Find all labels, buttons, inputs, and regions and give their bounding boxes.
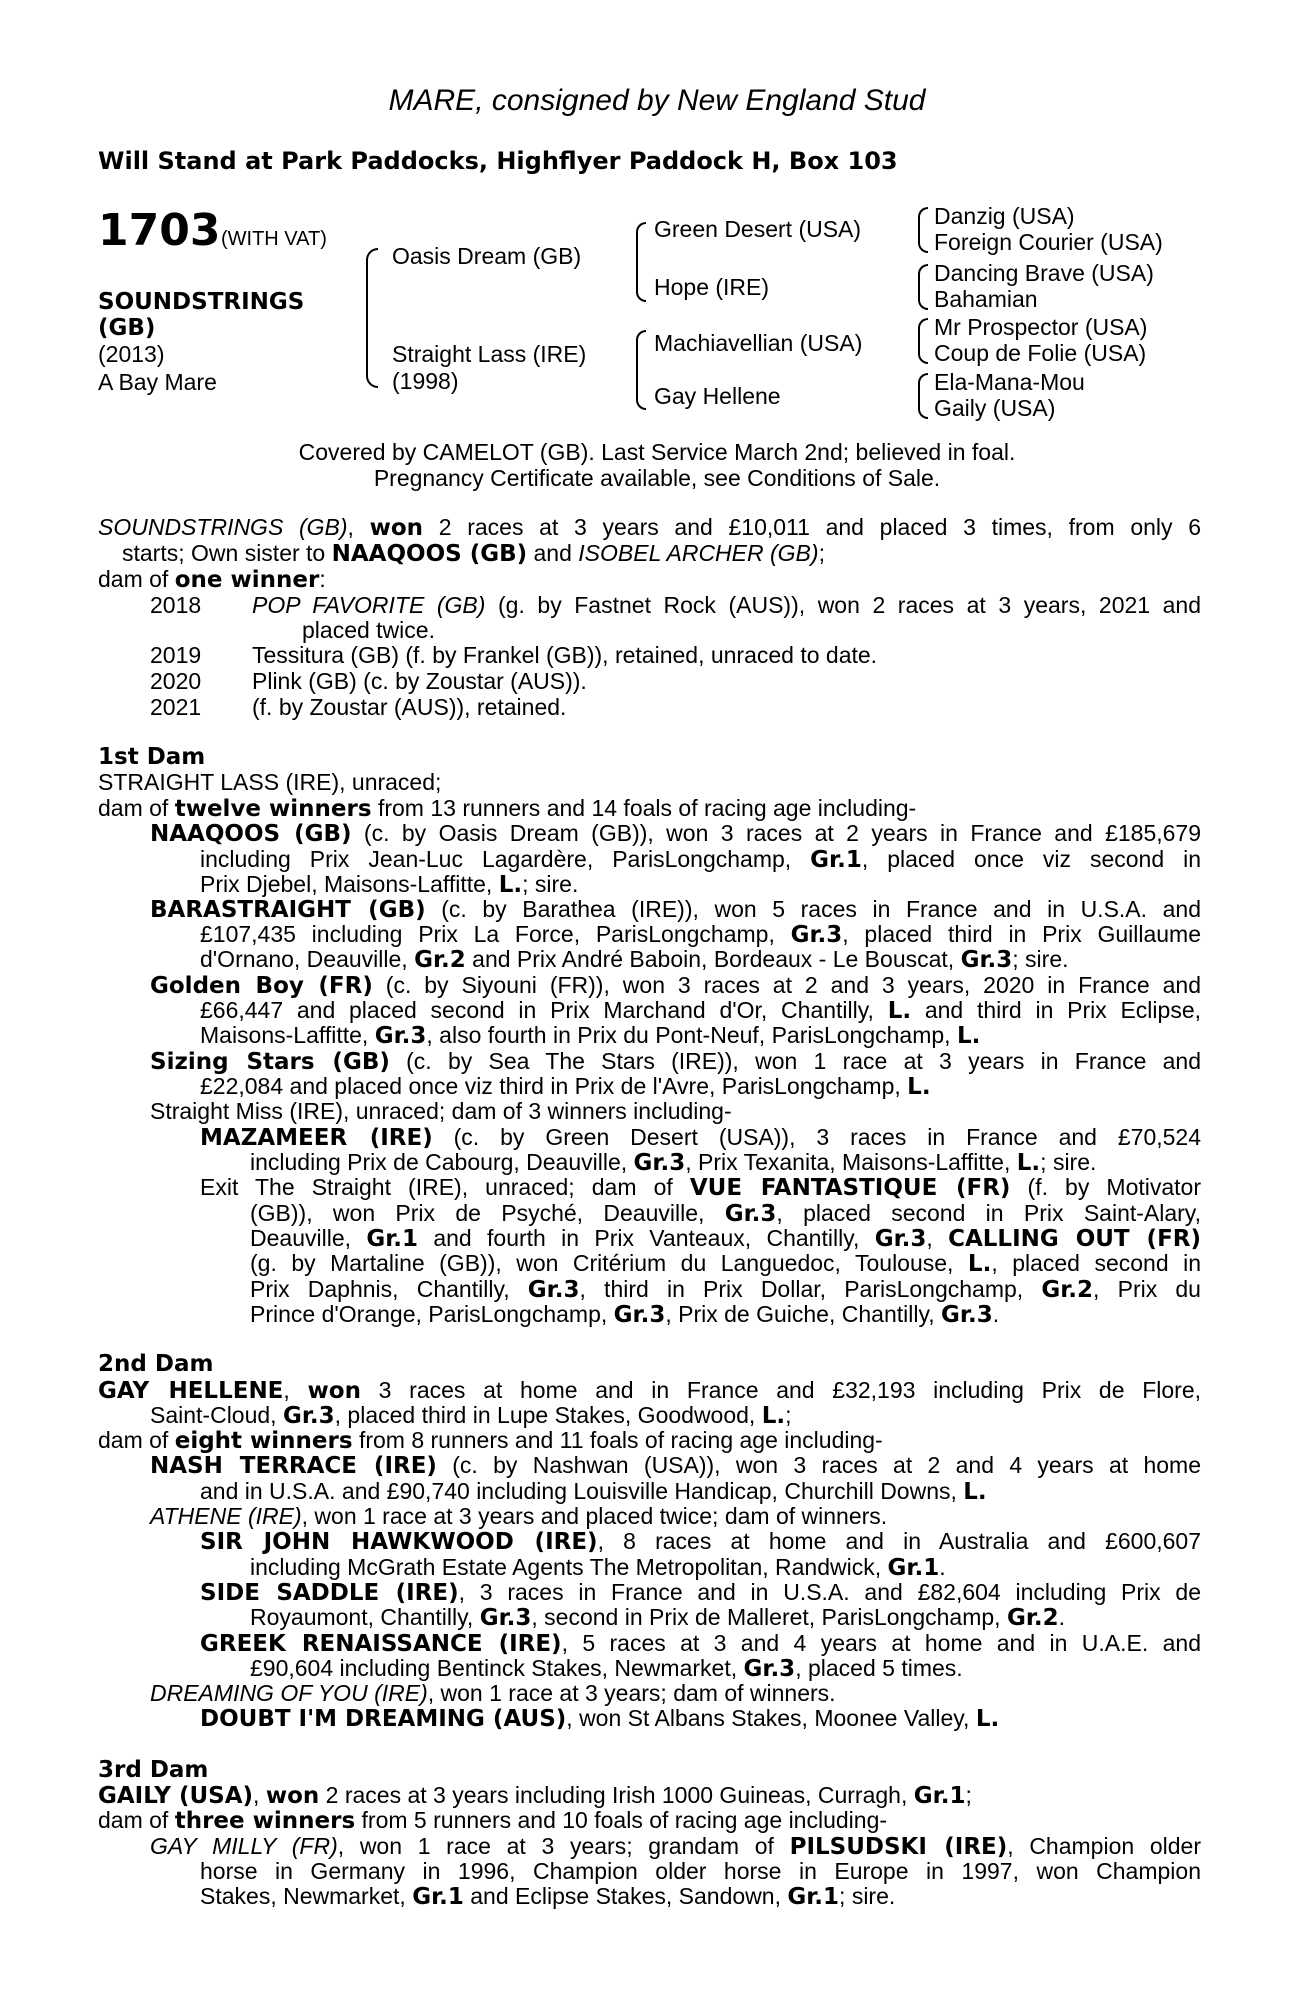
t: , Prix de Guiche, Chantilly, bbox=[665, 1301, 942, 1327]
t: , Prix Texanita, Maisons-Laffitte, bbox=[685, 1149, 1017, 1175]
t: including McGrath Estate Agents The Metropolitan, Randwick, bbox=[250, 1554, 888, 1580]
grade: L. bbox=[956, 1023, 981, 1049]
t: , bbox=[253, 1782, 266, 1808]
gaily-name: GAILY (USA) bbox=[98, 1783, 254, 1809]
t: and fourth in Prix Vanteaux, Chantilly, bbox=[418, 1225, 875, 1251]
progeny-text-2018: (g. by Fastnet Rock (AUS)), won 2 races at 3 years, 2021 and bbox=[485, 592, 1201, 618]
exit-straight-line-1 bbox=[200, 1174, 1201, 1201]
straight-miss-line: Straight Miss (IRE), unraced; dam of 3 winners including- bbox=[150, 1098, 732, 1124]
horse-description: A Bay Mare bbox=[98, 369, 217, 395]
grade: Gr.3 bbox=[282, 1403, 335, 1429]
eight-winners: eight winners bbox=[174, 1428, 353, 1454]
t: , 3 races in France and in U.S.A. and £82,604 including Prix de bbox=[458, 1579, 1201, 1605]
calling-line-3 bbox=[250, 1301, 999, 1328]
calling-out-name: CALLING OUT (FR) bbox=[948, 1226, 1201, 1252]
pedigree-bracket-sire bbox=[636, 222, 646, 302]
pedigree-sss: Danzig (USA) bbox=[934, 203, 1075, 229]
t: £22,084 and placed once viz third in Prix de l'Avre, ParisLongchamp, bbox=[200, 1073, 908, 1099]
third-dam-heading: 3rd Dam bbox=[98, 1757, 209, 1783]
gay-hellene-line-3 bbox=[98, 1427, 883, 1454]
sizing-stars-line-2 bbox=[200, 1073, 931, 1100]
pedigree-sdd: Bahamian bbox=[934, 286, 1038, 312]
mare-text-2: starts; Own sister to bbox=[122, 540, 332, 566]
first-dam-heading: 1st Dam bbox=[98, 744, 206, 770]
grade: Gr.2 bbox=[1041, 1277, 1094, 1303]
t: ; sire. bbox=[522, 871, 579, 897]
dreaming-name: DREAMING OF YOU (IRE) bbox=[150, 1680, 428, 1706]
t: , won 1 race at 3 years; dam of winners. bbox=[427, 1680, 836, 1706]
t: , Prix du bbox=[1093, 1276, 1201, 1302]
pedigree-bracket-g2 bbox=[918, 264, 928, 310]
horse-year: (2013) bbox=[98, 341, 165, 367]
grade: Gr.1 bbox=[787, 1884, 840, 1910]
mare-colon: : bbox=[319, 566, 326, 592]
grade: Gr.1 bbox=[887, 1555, 940, 1581]
pedigree-bracket-dam bbox=[636, 330, 646, 410]
barastraight-line-2 bbox=[200, 921, 1201, 948]
grade: Gr.2 bbox=[414, 947, 466, 973]
grade: L. bbox=[963, 1479, 987, 1505]
dreaming-line bbox=[150, 1680, 836, 1706]
t: (g. by Martaline (GB)), won Critérium du Languedoc, Toulouse, bbox=[250, 1250, 968, 1276]
grade: Gr.3 bbox=[479, 1605, 532, 1631]
grade: Gr.3 bbox=[790, 922, 843, 948]
calling-line-1 bbox=[250, 1250, 1201, 1277]
gay-milly-line-2: horse in Germany in 1996, Champion older horse in Europe in 1997, won Champion bbox=[200, 1858, 1201, 1884]
t: Saint-Cloud, bbox=[150, 1402, 283, 1428]
grade: Gr.3 bbox=[941, 1302, 993, 1328]
grade: Gr.3 bbox=[527, 1277, 580, 1303]
naaqoos-name: NAAQOOS (GB) bbox=[150, 821, 352, 847]
gay-milly-line-1 bbox=[150, 1833, 1201, 1860]
doubt-line bbox=[200, 1705, 999, 1732]
vue-fantastique-name: VUE FANTASTIQUE (FR) bbox=[689, 1175, 1011, 1201]
progeny-2020: Plink (GB) (c. by Zoustar (AUS)). bbox=[252, 668, 587, 694]
first-dam-line-2 bbox=[98, 795, 916, 822]
mare-and: and bbox=[527, 540, 579, 566]
pedigree-dam-dam: Gay Hellene bbox=[654, 383, 781, 409]
t: Prix Daphnis, Chantilly, bbox=[250, 1276, 528, 1302]
t: ; sire. bbox=[839, 1883, 896, 1909]
t: . bbox=[1058, 1604, 1066, 1630]
t: ; sire. bbox=[1040, 1149, 1097, 1175]
stand-location: Will Stand at Park Paddocks, Highflyer Paddock H, Box 103 bbox=[98, 147, 898, 175]
vue-line-1 bbox=[250, 1200, 1201, 1227]
barastraight-name: BARASTRAIGHT (GB) bbox=[150, 897, 426, 923]
mare-sister-1: NAAQOOS (GB) bbox=[331, 541, 528, 567]
t: (c. by Barathea (IRE)), won 5 races in France and in U.S.A. and bbox=[425, 896, 1201, 922]
t: Exit The Straight (IRE), unraced; dam of bbox=[200, 1174, 690, 1200]
t: , placed second in bbox=[991, 1250, 1201, 1276]
t: Prix Djebel, Maisons-Laffitte, bbox=[200, 871, 499, 897]
t: and third in Prix Eclipse, bbox=[911, 997, 1201, 1023]
page-title: MARE, consigned by New England Stud bbox=[388, 84, 926, 117]
pilsudski-name: PILSUDSKI (IRE) bbox=[789, 1834, 1008, 1860]
t: Prince d'Orange, ParisLongchamp, bbox=[250, 1301, 614, 1327]
t: , 5 races at 3 and 4 years at home and in U.A.E. and bbox=[561, 1630, 1201, 1656]
t: £66,447 and placed second in Prix Marchand d'Or, Chantilly, bbox=[200, 997, 888, 1023]
pedigree-ssd: Foreign Courier (USA) bbox=[934, 229, 1163, 255]
mare-record-line-2 bbox=[122, 540, 825, 567]
t: , placed once viz second in bbox=[861, 846, 1201, 872]
pedigree-dss: Mr Prospector (USA) bbox=[934, 314, 1148, 340]
grade: L. bbox=[967, 1251, 992, 1277]
side-saddle-line-1 bbox=[200, 1579, 1201, 1606]
t: d'Ornano, Deauville, bbox=[200, 946, 415, 972]
golden-boy-line-2 bbox=[200, 997, 1201, 1024]
sizing-stars-name: Sizing Stars (GB) bbox=[150, 1049, 390, 1075]
t: and Eclipse Stakes, Sandown, bbox=[463, 1883, 788, 1909]
side-saddle-name: SIDE SADDLE (IRE) bbox=[200, 1580, 459, 1606]
golden-boy-name: Golden Boy (FR) bbox=[150, 973, 373, 999]
pedigree-bracket-g1 bbox=[918, 207, 928, 253]
side-saddle-line-2 bbox=[250, 1604, 1065, 1631]
calling-line-2 bbox=[250, 1276, 1201, 1303]
twelve-winners: twelve winners bbox=[174, 796, 372, 822]
horse-name: SOUNDSTRINGS bbox=[98, 289, 305, 315]
grade: Gr.1 bbox=[810, 847, 862, 873]
t: £107,435 including Prix La Force, ParisLongchamp, bbox=[200, 921, 791, 947]
progeny-year-2021: 2021 bbox=[150, 694, 202, 720]
progeny-year-2019: 2019 bbox=[150, 642, 202, 668]
progeny-2019: Tessitura (GB) (f. by Frankel (GB)), retained, unraced to date. bbox=[252, 642, 878, 668]
greek-renaissance-name: GREEK RENAISSANCE (IRE) bbox=[200, 1631, 562, 1657]
mare-text-1: 2 races at 3 years and £10,011 and placed 3 times, from only 6 bbox=[423, 514, 1201, 540]
greek-line-2 bbox=[250, 1655, 963, 1682]
gay-hellene-line-1: GAY HELLENE, won 3 races at home and in France and £32,193 including Prix de Flore, bbox=[98, 1377, 1202, 1404]
grade: L. bbox=[1016, 1150, 1041, 1176]
t: , placed second in Prix Saint-Alary, bbox=[776, 1200, 1201, 1226]
t: from 8 runners and 11 foals of racing age including- bbox=[352, 1427, 883, 1453]
won: won bbox=[307, 1378, 361, 1404]
sir-john-line-1 bbox=[200, 1528, 1201, 1555]
pedigree-sire-sire: Green Desert (USA) bbox=[654, 216, 862, 242]
grade: L. bbox=[975, 1706, 1000, 1732]
t: from 5 runners and 10 foals of racing age including- bbox=[355, 1807, 888, 1833]
t: , placed third in Lupe Stakes, Goodwood, bbox=[334, 1402, 762, 1428]
mazameer-line-1 bbox=[200, 1124, 1201, 1151]
golden-boy-line-1 bbox=[150, 972, 1201, 999]
gay-milly-line-3 bbox=[200, 1883, 895, 1910]
mare-name: SOUNDSTRINGS (GB) bbox=[98, 514, 348, 540]
mazameer-name: MAZAMEER (IRE) bbox=[200, 1125, 433, 1151]
t: ; bbox=[785, 1402, 792, 1428]
athene-line bbox=[150, 1503, 887, 1529]
won: won bbox=[265, 1783, 320, 1809]
t: and in U.S.A. and £90,740 including Louisville Handicap, Churchill Downs, bbox=[200, 1478, 964, 1504]
t: including Prix Jean-Luc Lagardère, ParisLongchamp, bbox=[200, 846, 811, 872]
t: 2 races at 3 years including Irish 1000 Guineas, Curragh, bbox=[319, 1782, 914, 1808]
grade: Gr.3 bbox=[633, 1150, 686, 1176]
progeny-2018-cont: placed twice. bbox=[302, 617, 435, 643]
gay-milly-name: GAY MILLY (FR) bbox=[150, 1833, 338, 1859]
t: (f. by Motivator bbox=[1010, 1174, 1201, 1200]
pedigree-sire-dam: Hope (IRE) bbox=[654, 274, 770, 300]
grade: Gr.1 bbox=[366, 1226, 418, 1252]
t: (c. by Oasis Dream (GB)), won 3 races at 2 years in France and £185,679 bbox=[351, 820, 1202, 846]
mare-won: won bbox=[369, 515, 424, 541]
gaily-line-2 bbox=[98, 1807, 887, 1834]
t: , won St Albans Stakes, Moonee Valley, bbox=[566, 1705, 976, 1731]
grade: Gr.1 bbox=[412, 1884, 464, 1910]
t: , 8 races at home and in Australia and £600,607 bbox=[597, 1528, 1201, 1554]
nash-terrace-name: NASH TERRACE (IRE) bbox=[150, 1453, 437, 1479]
grade: L. bbox=[887, 998, 912, 1024]
horse-origin: (GB) bbox=[98, 315, 156, 341]
grade: Gr.2 bbox=[1006, 1605, 1059, 1631]
t: ; sire. bbox=[1012, 946, 1069, 972]
mare-record-line-1: SOUNDSTRINGS (GB), won 2 races at 3 years and £10,011 and placed 3 times, from only 6 bbox=[98, 514, 1201, 541]
pedigree-sds: Dancing Brave (USA) bbox=[934, 260, 1154, 286]
t: Deauville, bbox=[250, 1225, 367, 1251]
grade: L. bbox=[761, 1403, 786, 1429]
t: . bbox=[992, 1301, 1000, 1327]
t: from 13 runners and 14 foals of racing age including- bbox=[371, 795, 917, 821]
mare-dam-of: dam of bbox=[98, 566, 175, 592]
mare-sister-2: ISOBEL ARCHER (GB) bbox=[578, 540, 819, 566]
mare-dam-of-line bbox=[98, 566, 326, 593]
t: dam of bbox=[98, 1807, 175, 1833]
t: Maisons-Laffitte, bbox=[200, 1022, 375, 1048]
nash-line-1 bbox=[150, 1452, 1201, 1479]
pedigree-dds: Ela-Mana-Mou bbox=[934, 369, 1085, 395]
grade: L. bbox=[498, 872, 523, 898]
grade: Gr.3 bbox=[374, 1023, 427, 1049]
grade: Gr.1 bbox=[913, 1783, 966, 1809]
t: , second in Prix de Malleret, ParisLongchamp, bbox=[531, 1604, 1007, 1630]
pedigree-bracket-g4 bbox=[918, 373, 928, 419]
gay-hellene-line-2 bbox=[150, 1402, 792, 1429]
mare-one-winner: one winner bbox=[174, 567, 320, 593]
t: , also fourth in Prix du Pont-Neuf, ParisLongchamp, bbox=[426, 1022, 957, 1048]
progeny-2018 bbox=[252, 592, 1201, 618]
progeny-year-2018: 2018 bbox=[150, 592, 202, 618]
pedigree-bracket-main bbox=[366, 248, 378, 388]
doubt-name: DOUBT I'M DREAMING (AUS) bbox=[200, 1706, 567, 1732]
pedigree-sire: Oasis Dream (GB) bbox=[392, 243, 582, 269]
t: (c. by Siyouni (FR)), won 3 races at 2 and 3 years, 2020 in France and bbox=[372, 972, 1201, 998]
t: , won 1 race at 3 years; grandam of bbox=[337, 1833, 790, 1859]
covered-line-1: Covered by CAMELOT (GB). Last Service March 2nd; believed in foal. bbox=[298, 439, 1016, 465]
t: Royaumont, Chantilly, bbox=[250, 1604, 480, 1630]
progeny-year-2020: 2020 bbox=[150, 668, 202, 694]
naaqoos-line-1 bbox=[150, 820, 1201, 847]
t: (c. by Sea The Stars (IRE)), won 1 race at 3 years in France and bbox=[389, 1048, 1201, 1074]
pedigree-ddd: Gaily (USA) bbox=[934, 395, 1056, 421]
lot-vat: (WITH VAT) bbox=[221, 228, 327, 250]
gaily-line-1 bbox=[98, 1782, 972, 1809]
sizing-stars-line-1 bbox=[150, 1048, 1201, 1075]
barastraight-line-1 bbox=[150, 896, 1201, 923]
naaqoos-line-3 bbox=[200, 871, 578, 898]
pedigree-dsd: Coup de Folie (USA) bbox=[934, 340, 1147, 366]
progeny-name-2018: POP FAVORITE (GB) bbox=[252, 592, 486, 618]
gay-hellene-name: GAY HELLENE bbox=[98, 1378, 284, 1404]
greek-line-1 bbox=[200, 1630, 1201, 1657]
t: (c. by Nashwan (USA)), won 3 races at 2 and 4 years at home bbox=[436, 1452, 1202, 1478]
mare-semi: ; bbox=[818, 540, 825, 566]
sir-john-line-2 bbox=[250, 1554, 946, 1581]
grade: Gr.3 bbox=[960, 947, 1013, 973]
t: , placed 5 times. bbox=[795, 1655, 963, 1681]
naaqoos-line-2 bbox=[200, 846, 1201, 873]
nash-line-2 bbox=[200, 1478, 987, 1505]
athene-name: ATHENE (IRE) bbox=[150, 1503, 302, 1529]
lot-number: 1703 bbox=[98, 205, 221, 256]
pedigree-dam-year: (1998) bbox=[392, 368, 459, 394]
t: dam of bbox=[98, 795, 175, 821]
t: dam of bbox=[98, 1427, 175, 1453]
pedigree-dam: Straight Lass (IRE) bbox=[392, 341, 587, 367]
grade: Gr.3 bbox=[743, 1656, 796, 1682]
t: including Prix de Cabourg, Deauville, bbox=[250, 1149, 634, 1175]
mazameer-line-2 bbox=[250, 1149, 1096, 1176]
t: Stakes, Newmarket, bbox=[200, 1883, 413, 1909]
t: , Champion older bbox=[1007, 1833, 1201, 1859]
t: , bbox=[926, 1225, 949, 1251]
grade: L. bbox=[907, 1074, 931, 1100]
t: 3 races at home and in France and £32,193 including Prix de Flore, bbox=[360, 1377, 1202, 1403]
sir-john-name: SIR JOHN HAWKWOOD (IRE) bbox=[200, 1529, 598, 1555]
grade: Gr.3 bbox=[613, 1302, 666, 1328]
covered-line-2: Pregnancy Certificate available, see Conditions of Sale. bbox=[373, 465, 941, 491]
second-dam-heading: 2nd Dam bbox=[98, 1351, 214, 1377]
t: (c. by Green Desert (USA)), 3 races in France and £70,524 bbox=[432, 1124, 1201, 1150]
pedigree-dam-sire: Machiavellian (USA) bbox=[654, 330, 863, 356]
three-winners: three winners bbox=[174, 1808, 356, 1834]
t: . bbox=[939, 1554, 946, 1580]
pedigree-bracket-g3 bbox=[918, 318, 928, 364]
grade: Gr.3 bbox=[874, 1226, 927, 1252]
t: , third in Prix Dollar, ParisLongchamp, bbox=[579, 1276, 1042, 1302]
t: (GB)), won Prix de Psyché, Deauville, bbox=[250, 1200, 725, 1226]
vue-line-2 bbox=[250, 1225, 1201, 1252]
progeny-2021: (f. by Zoustar (AUS)), retained. bbox=[252, 694, 567, 720]
t: £90,604 including Bentinck Stakes, Newmarket, bbox=[250, 1655, 744, 1681]
t: , won 1 race at 3 years and placed twice; dam of winners. bbox=[301, 1503, 888, 1529]
golden-boy-line-3 bbox=[200, 1022, 980, 1049]
grade: Gr.3 bbox=[724, 1201, 777, 1227]
t: and Prix André Baboin, Bordeaux - Le Bouscat, bbox=[465, 946, 961, 972]
t: ; bbox=[965, 1782, 972, 1808]
first-dam-line-1: STRAIGHT LASS (IRE), unraced; bbox=[98, 769, 442, 795]
barastraight-line-3 bbox=[200, 946, 1069, 973]
t: , placed third in Prix Guillaume bbox=[842, 921, 1201, 947]
